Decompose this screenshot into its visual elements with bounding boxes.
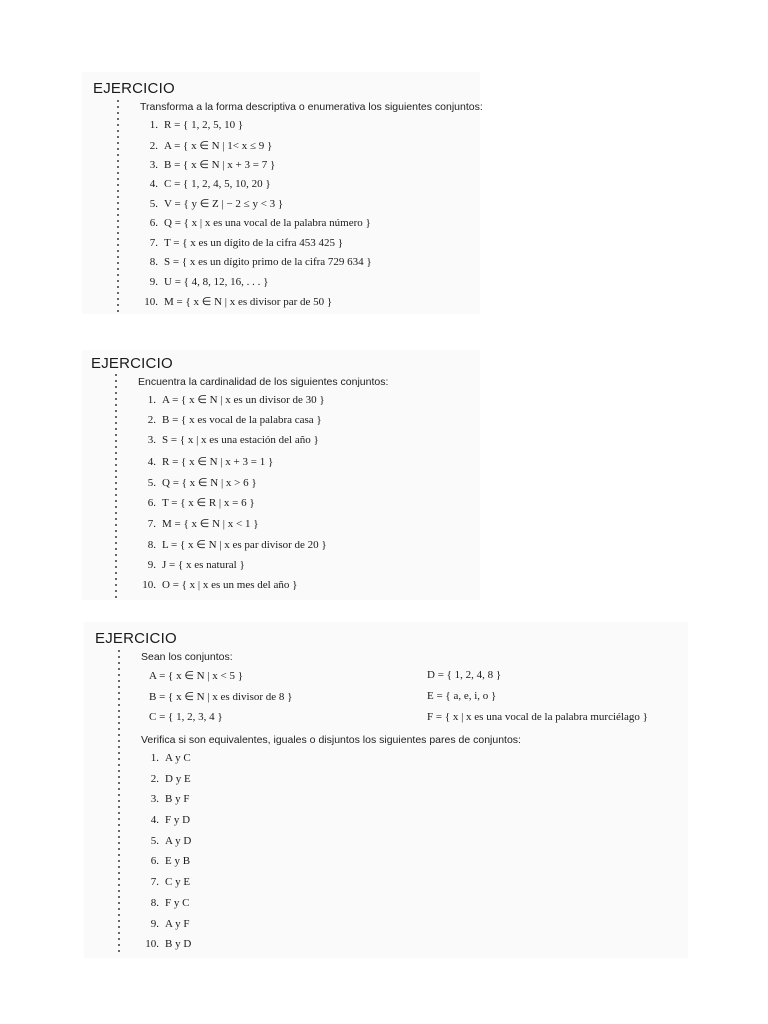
list-item: 4. R = { x ∈ N | x + 3 = 1 } (147, 456, 274, 469)
list-item: 1. A y C (150, 752, 191, 764)
list-item: 8. S = { x es un dígito primo de la cifra 729 634 } (149, 256, 372, 269)
list-item: 9. U = { 4, 8, 12, 16, . . . } (149, 275, 269, 288)
section-instructions: Encuentra la cardinalidad de los siguientes conjuntos: (138, 376, 389, 388)
dotted-divider (115, 372, 117, 598)
list-item: 9. J = { x es natural } (147, 558, 245, 571)
list-item: 2. A = { x ∈ N | 1< x ≤ 9 } (149, 139, 273, 152)
dotted-divider (117, 98, 119, 312)
list-item: 7. M = { x ∈ N | x < 1 } (147, 518, 259, 531)
list-item: 6. Q = { x | x es una vocal de la palabra número } (149, 216, 371, 229)
list-item: 10. M = { x ∈ N | x es divisor par de 50 } (144, 296, 333, 309)
list-item: 4. C = { 1, 2, 4, 5, 10, 20 } (149, 177, 271, 190)
list-item: 8. L = { x ∈ N | x es par divisor de 20 } (147, 538, 327, 551)
section-question: Verifica si son equivalentes, iguales o disjuntos los siguientes pares de conjuntos: (141, 734, 521, 746)
section-title: EJERCICIO (93, 80, 175, 97)
list-item: 4. F y D (150, 814, 191, 827)
set-definition: C = { 1, 2, 3, 4 } (149, 711, 223, 723)
set-definitions-right (427, 669, 648, 732)
list-item: 9. A y F (150, 917, 190, 930)
list-item: 10. O = { x | x es un mes del año } (142, 579, 298, 592)
list-item: 6. E y B (150, 855, 191, 868)
set-definition: B = { x ∈ N | x es divisor de 8 } (149, 691, 293, 703)
set-definition: E = { a, e, i, o } (427, 690, 497, 702)
list-item: 3. B y F (150, 793, 190, 806)
list-item: 7. T = { x es un dígito de la cifra 453 425 } (149, 236, 344, 249)
list-item: 7. C y E (150, 876, 191, 889)
list-item: 2. D y E (150, 772, 191, 785)
list-item: 6. T = { x ∈ R | x = 6 } (147, 497, 255, 510)
list-item: 3. S = { x | x es una estación del año } (147, 434, 319, 447)
list-item: 2. B = { x es vocal de la palabra casa } (147, 413, 322, 426)
section-title: EJERCICIO (91, 355, 173, 372)
list-item: 5. Q = { x ∈ N | x > 6 } (147, 476, 257, 489)
list-item: 3. B = { x ∈ N | x + 3 = 7 } (149, 159, 276, 172)
list-item: 5. A y D (150, 834, 192, 847)
section-instructions: Transforma a la forma descriptiva o enumerativa los siguientes conjuntos: (140, 101, 483, 113)
section-title: EJERCICIO (95, 630, 177, 647)
list-item: 5. V = { y ∈ Z | − 2 ≤ y < 3 } (149, 198, 284, 211)
section-instructions: Sean los conjuntos: (141, 651, 233, 663)
exercise-list (141, 752, 191, 959)
dotted-divider (118, 648, 120, 954)
set-definition: A = { x ∈ N | x < 5 } (149, 670, 244, 682)
list-item: 1. R = { 1, 2, 5, 10 } (149, 119, 244, 131)
exercise-list (140, 119, 372, 315)
set-definitions-left (149, 669, 292, 732)
list-item: 8. F y C (150, 896, 190, 909)
set-definition: D = { 1, 2, 4, 8 } (427, 669, 502, 681)
list-item: 10. B y D (145, 938, 192, 951)
set-definition: F = { x | x es una vocal de la palabra murciélago } (427, 711, 648, 723)
exercise-list (138, 393, 327, 600)
list-item: 1. A = { x ∈ N | x es un divisor de 30 } (147, 394, 325, 406)
